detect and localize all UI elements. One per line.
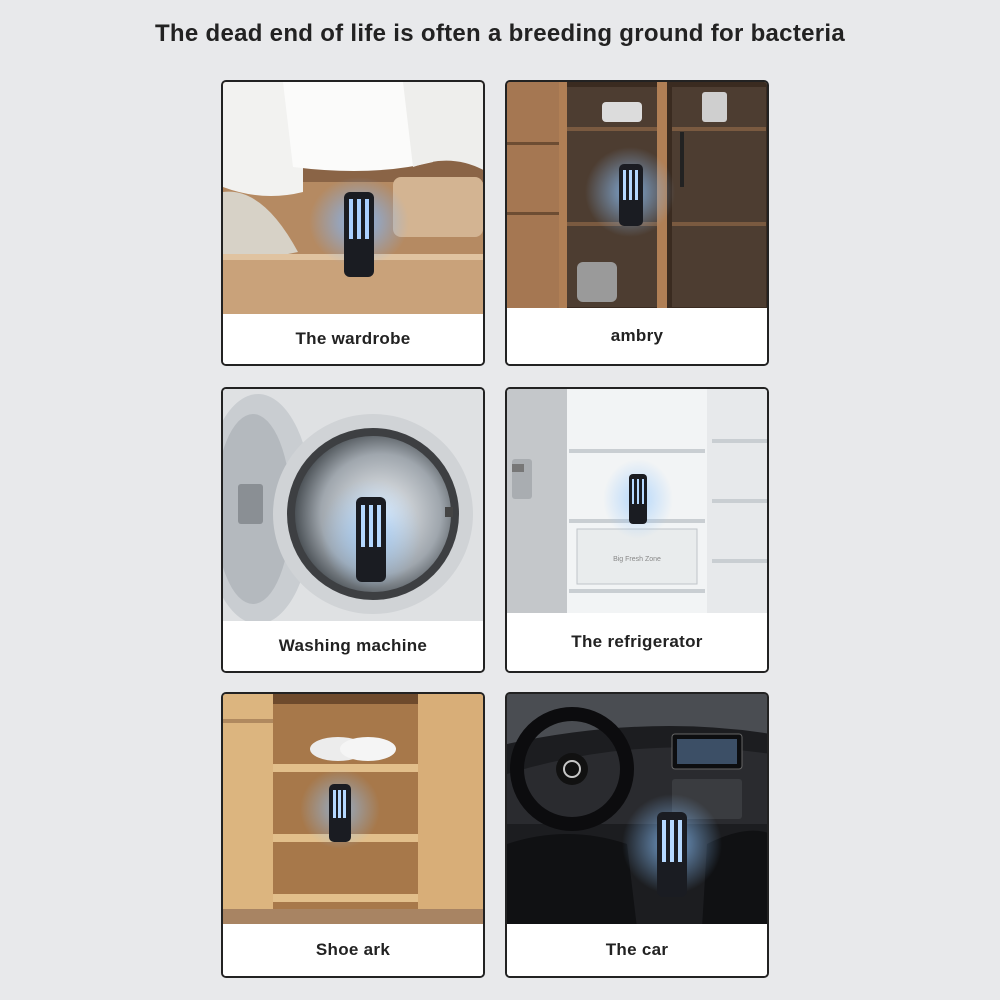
card-ambry bbox=[505, 80, 769, 366]
shoe-ark-photo bbox=[223, 694, 483, 928]
card-caption: ambry bbox=[507, 308, 767, 364]
washing-machine-photo bbox=[223, 389, 483, 623]
card-wardrobe bbox=[221, 80, 485, 366]
card-caption: The car bbox=[507, 924, 767, 976]
wardrobe-photo bbox=[223, 82, 483, 316]
ambry-photo bbox=[507, 82, 767, 316]
card-caption: The refrigerator bbox=[507, 613, 767, 671]
card-washing-machine bbox=[221, 387, 485, 673]
car-photo bbox=[507, 694, 767, 928]
card-refrigerator bbox=[505, 387, 769, 673]
card-car bbox=[505, 692, 769, 978]
refrigerator-photo bbox=[507, 389, 767, 615]
page-headline: The dead end of life is often a breeding ground for bacteria bbox=[154, 20, 846, 47]
card-shoe-ark bbox=[221, 692, 485, 978]
card-caption: Washing machine bbox=[223, 621, 483, 671]
card-caption: Shoe ark bbox=[223, 924, 483, 976]
drawer-label: Big Fresh Zone bbox=[613, 556, 661, 563]
card-caption: The wardrobe bbox=[223, 314, 483, 364]
